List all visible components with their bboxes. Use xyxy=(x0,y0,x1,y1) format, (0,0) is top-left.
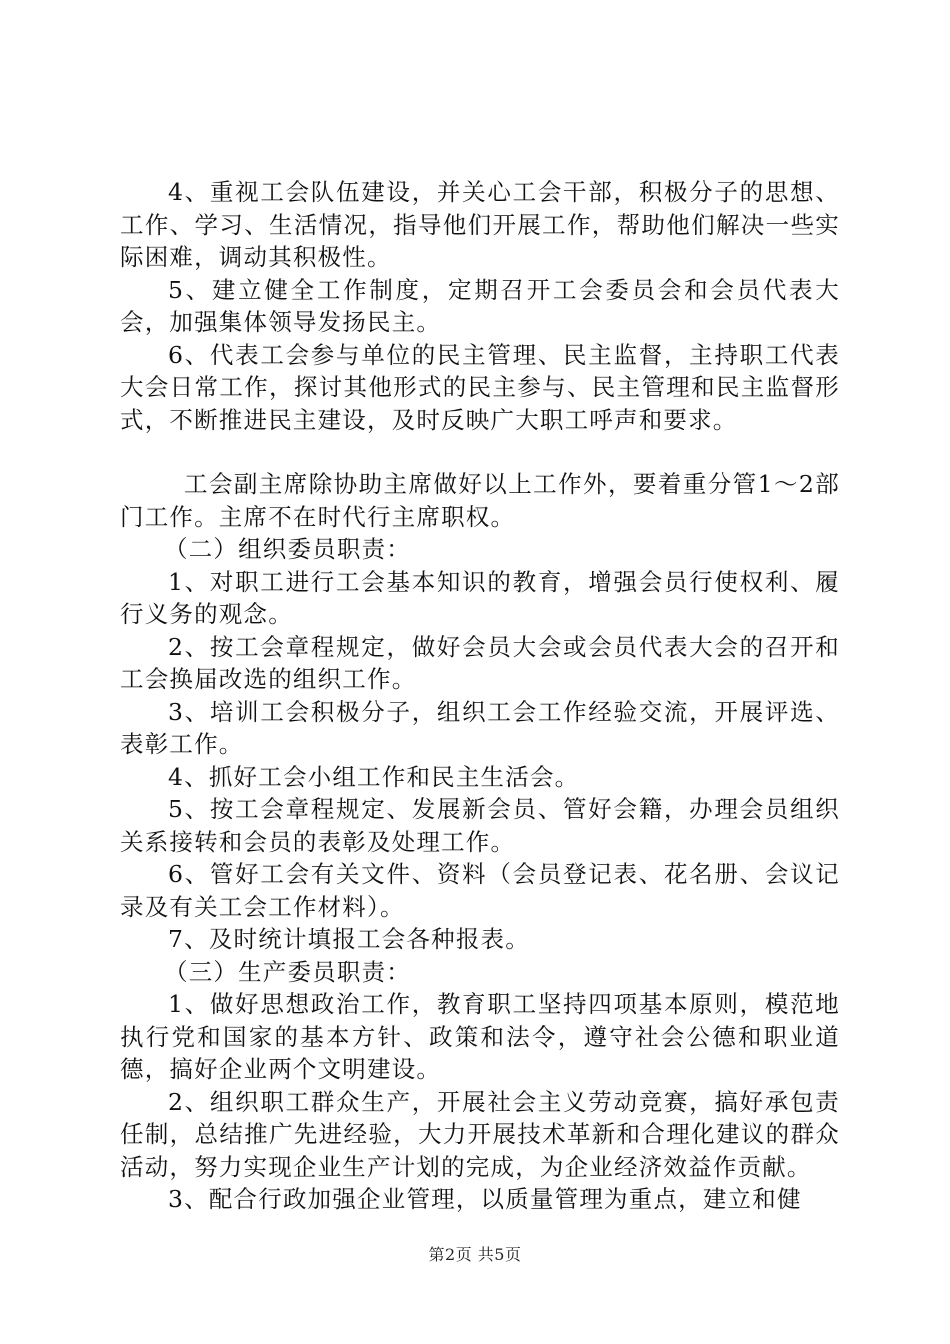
section-heading-production-committee: （三）生产委员职责： xyxy=(164,957,411,986)
page-footer xyxy=(0,1242,950,1265)
paragraph-item-4-team-building: 4、重视工会队伍建设，并关心工会干部，积极分子的思想、工作、学习、生活情况，指导他们开展工作，帮助他们解决一些实际困难，调动其积极性。 xyxy=(120,178,840,271)
paragraph-org-item-5: 5、按工会章程规定、发展新会员、管好会籍，办理会员组织关系接转和会员的表彰及处理工作。 xyxy=(120,795,840,856)
paragraph-org-item-6: 6、管好工会有关文件、资料（会员登记表、花名册、会议记录及有关工会工作材料）。 xyxy=(120,860,840,921)
paragraph-item-6-democratic-management: 6、代表工会参与单位的民主管理、民主监督，主持职工代表大会日常工作，探讨其他形式的民主参与、民主管理和民主监督形式，不断推进民主建设，及时反映广大职工呼声和要求。 xyxy=(120,340,840,434)
paragraph-prod-item-2: 2、组织职工群众生产，开展社会主义劳动竞赛，搞好承包责任制，总结推广先进经验，大力开展技术革新和合理化建议的群众活动，努力实现企业生产计划的完成，为企业经济效益作贡献。 xyxy=(120,1087,840,1181)
paragraph-vice-chairman-note: 工会副主席除协助主席做好以上工作外，要着重分管1～2部门工作。主席不在时代行主席职权。 xyxy=(120,470,840,531)
section-heading-organization-committee: （二）组织委员职责： xyxy=(164,535,411,563)
paragraph-org-item-2: 2、按工会章程规定，做好会员大会或会员代表大会的召开和工会换届改选的组织工作。 xyxy=(120,632,840,693)
paragraph-prod-item-1: 1、做好思想政治工作，教育职工坚持四项基本原则，模范地执行党和国家的基本方针、政策和法令，遵守社会公德和职业道德，搞好企业两个文明建设。 xyxy=(120,990,840,1083)
page-indicator: 第2页 共5页 xyxy=(428,1245,522,1264)
paragraph-org-item-7: 7、及时统计填报工会各种报表。 xyxy=(168,925,530,953)
paragraph-org-item-1: 1、对职工进行工会基本知识的教育，增强会员行使权利、履行义务的观念。 xyxy=(120,567,840,628)
document-body xyxy=(120,176,840,1216)
paragraph-org-item-4: 4、抓好工会小组工作和民主生活会。 xyxy=(168,762,580,791)
paragraph-prod-item-3: 3、配合行政加强企业管理，以质量管理为重点，建立和健 xyxy=(168,1185,802,1213)
paragraph-item-5-work-system: 5、建立健全工作制度，定期召开工会委员会和会员代表大会，加强集体领导发扬民主。 xyxy=(120,275,840,336)
paragraph-org-item-3: 3、培训工会积极分子，组织工会工作经验交流，开展评选、表彰工作。 xyxy=(120,697,840,758)
